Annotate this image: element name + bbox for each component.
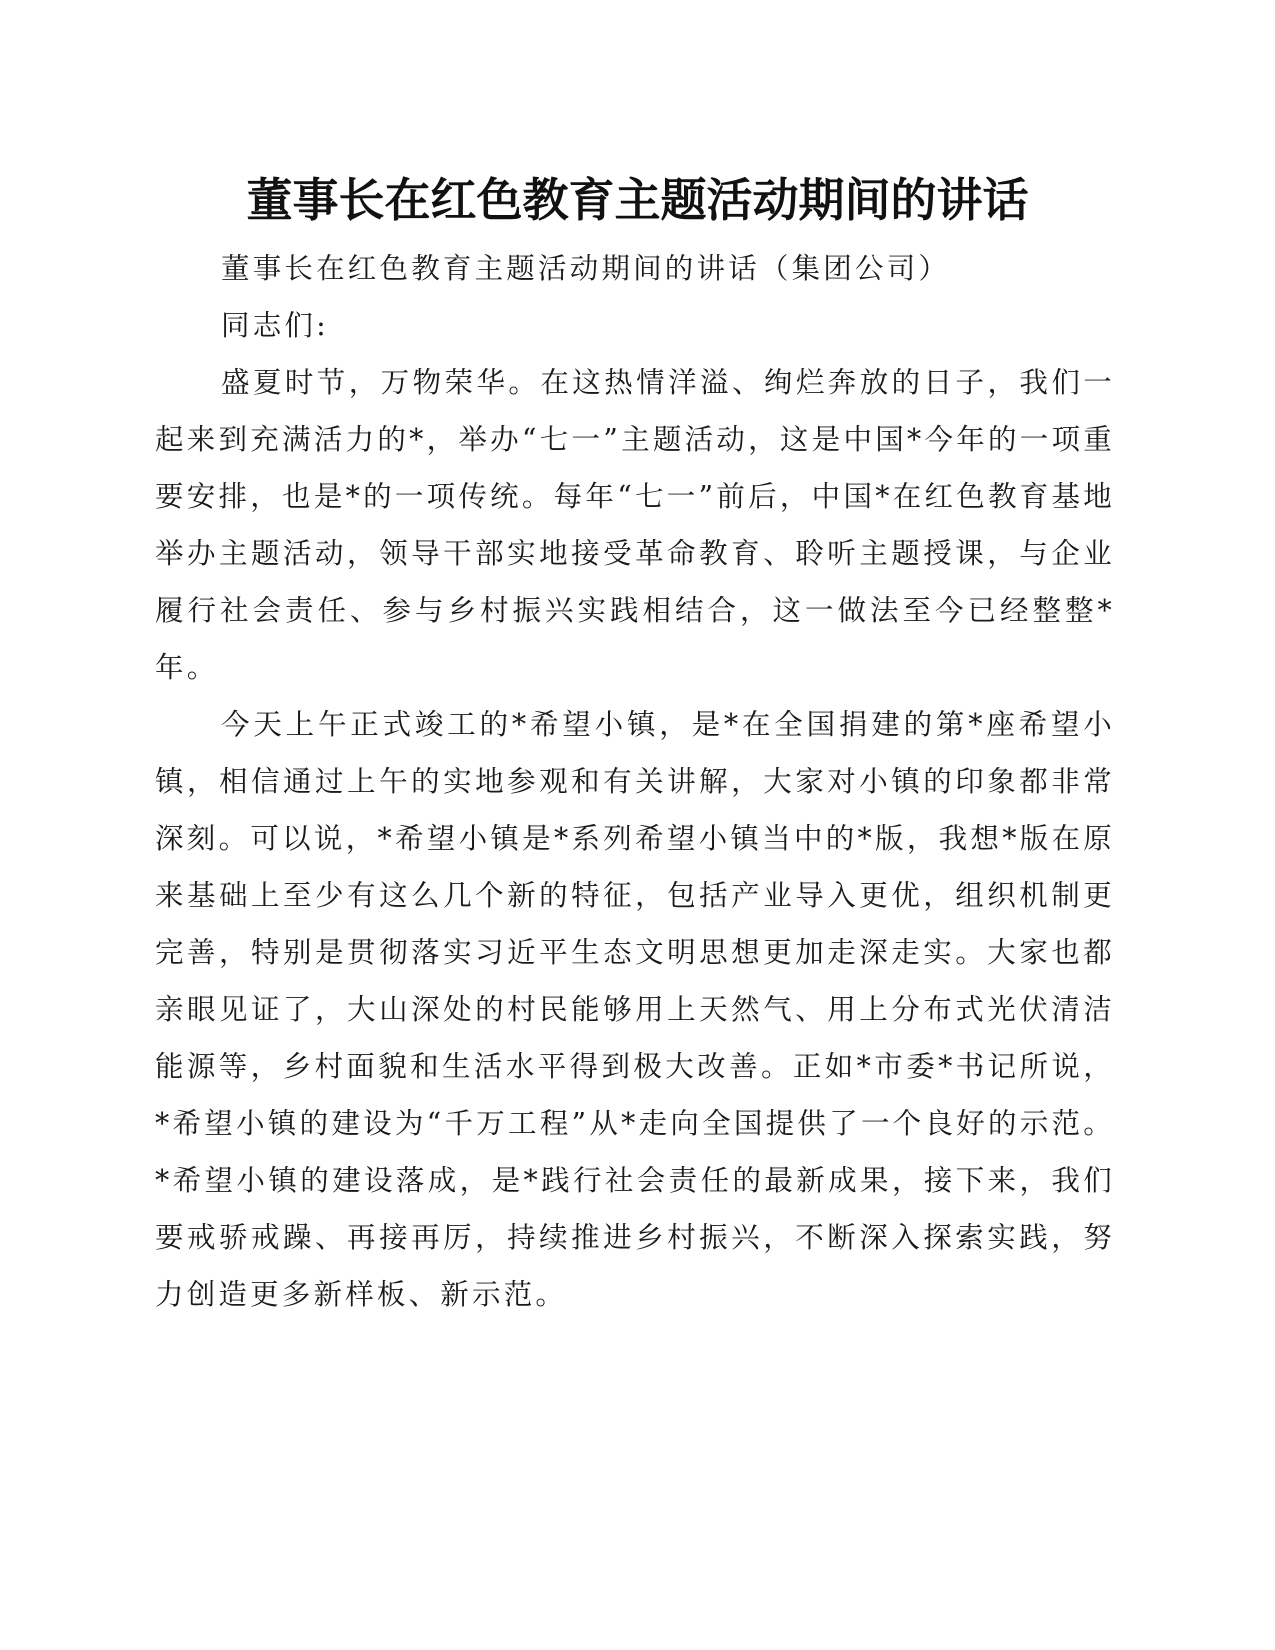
document-body	[155, 240, 1115, 1323]
greeting: 同志们:	[221, 309, 329, 342]
paragraph-2: 今天上午正式竣工的*希望小镇，是*在全国捐建的第*座希望小镇，相信通过上午的实地参观和有关讲解，大家对小镇的印象都非常深刻。可以说，*希望小镇是*系列希望小镇当中的*版，我想*版在原来基础上至少有这么几个新的特征，包括产业导入更优，组织机制更完善，特别是贯彻落实习近平生态文明思想更加走深走实。大家也都亲眼见证了，大山深处的村民能够用上天然气、用上分布式光伏清洁能源等，乡村面貌和生活水平得到极大改善。正如*市委*书记所说，*希望小镇的建设为“千万工程”从*走向全国提供了一个良好的示范。*希望小镇的建设落成，是*践行社会责任的最新成果，接下来，我们要戒骄戒躁、再接再厉，持续推进乡村振兴，不断深入探索实践，努力创造更多新样板、新示范。	[155, 708, 1115, 1311]
document-subtitle: 董事长在红色教育主题活动期间的讲话（集团公司）	[221, 252, 951, 285]
paragraph-1: 盛夏时节，万物荣华。在这热情洋溢、绚烂奔放的日子，我们一起来到充满活力的*，举办“七一”主题活动，这是中国*今年的一项重要安排，也是*的一项传统。每年“七一”前后，中国*在红色教育基地举办主题活动，领导干部实地接受革命教育、聆听主题授课，与企业履行社会责任、参与乡村振兴实践相结合，这一做法至今已经整整*年。	[155, 366, 1115, 684]
document-title: 董事长在红色教育主题活动期间的讲话	[246, 173, 1029, 227]
